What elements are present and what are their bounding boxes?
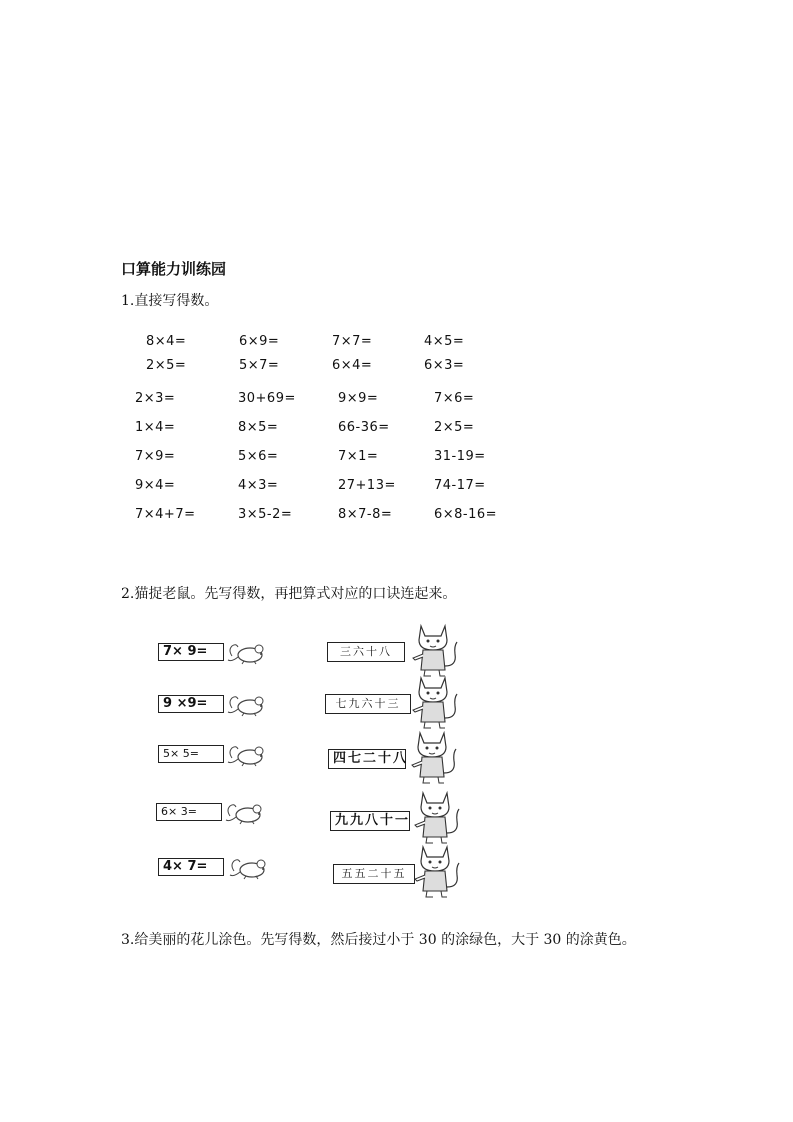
expr: 7×1= bbox=[338, 449, 379, 464]
expr: 31-19= bbox=[434, 449, 486, 464]
expr: 8×4= bbox=[146, 334, 187, 349]
expr: 6×9= bbox=[239, 334, 280, 349]
cat-icon bbox=[411, 674, 461, 730]
question-2-prompt: 2.猫捉老鼠。先写得数，再把算式对应的口诀连起来。 bbox=[121, 586, 457, 602]
expr: 30+69= bbox=[238, 391, 296, 406]
expr: 8×5= bbox=[238, 420, 279, 435]
mouse-expression-box[interactable]: 7× 9= bbox=[158, 643, 224, 661]
expr: 9×4= bbox=[135, 478, 176, 493]
mouse-expression-box[interactable]: 4× 7= bbox=[158, 858, 224, 876]
mouse-expression-box[interactable]: 6× 3= bbox=[156, 803, 222, 821]
cat-rhyme-box[interactable]: 四七二十八 bbox=[328, 749, 406, 769]
expr: 6×4= bbox=[332, 358, 373, 373]
expr: 74-17= bbox=[434, 478, 486, 493]
cat-icon bbox=[413, 843, 463, 899]
expr: 2×5= bbox=[146, 358, 187, 373]
expr: 7×7= bbox=[332, 334, 373, 349]
expr: 5×7= bbox=[239, 358, 280, 373]
question-1-prompt: 1.直接写得数。 bbox=[121, 293, 219, 309]
expr: 9×9= bbox=[338, 391, 379, 406]
mouse-icon bbox=[226, 638, 266, 666]
expr: 8×7-8= bbox=[338, 507, 393, 522]
expr: 66-36= bbox=[338, 420, 390, 435]
expr: 4×3= bbox=[238, 478, 279, 493]
mouse-expression-box[interactable]: 9 ×9= bbox=[158, 695, 224, 713]
expr: 2×3= bbox=[135, 391, 176, 406]
expr: 7×9= bbox=[135, 449, 176, 464]
expr: 6×3= bbox=[424, 358, 465, 373]
expr: 2×5= bbox=[434, 420, 475, 435]
expr: 1×4= bbox=[135, 420, 176, 435]
expr: 6×8-16= bbox=[434, 507, 498, 522]
cat-rhyme-box[interactable]: 九九八十一 bbox=[330, 811, 410, 831]
expr: 7×6= bbox=[434, 391, 475, 406]
cat-icon bbox=[411, 622, 461, 678]
cat-icon bbox=[410, 729, 460, 785]
cat-rhyme-box[interactable]: 三六十八 bbox=[327, 642, 405, 662]
cat-rhyme-box[interactable]: 五五二十五 bbox=[333, 864, 415, 884]
mouse-icon bbox=[226, 690, 266, 718]
mouse-icon bbox=[224, 798, 264, 826]
mouse-icon bbox=[226, 740, 266, 768]
section-title: 口算能力训练园 bbox=[121, 260, 227, 278]
mouse-icon bbox=[228, 853, 268, 881]
question-3-prompt: 3.给美丽的花儿涂色。先写得数，然后接过小于 30 的涂绿色，大于 30 的涂黄色。 bbox=[121, 932, 636, 948]
mouse-expression-box[interactable]: 5× 5= bbox=[158, 745, 224, 763]
expr: 3×5-2= bbox=[238, 507, 293, 522]
expr: 7×4+7= bbox=[135, 507, 196, 522]
expr: 5×6= bbox=[238, 449, 279, 464]
cat-rhyme-box[interactable]: 七九六十三 bbox=[325, 694, 411, 714]
expr: 4×5= bbox=[424, 334, 465, 349]
expr: 27+13= bbox=[338, 478, 396, 493]
cat-icon bbox=[413, 789, 463, 845]
